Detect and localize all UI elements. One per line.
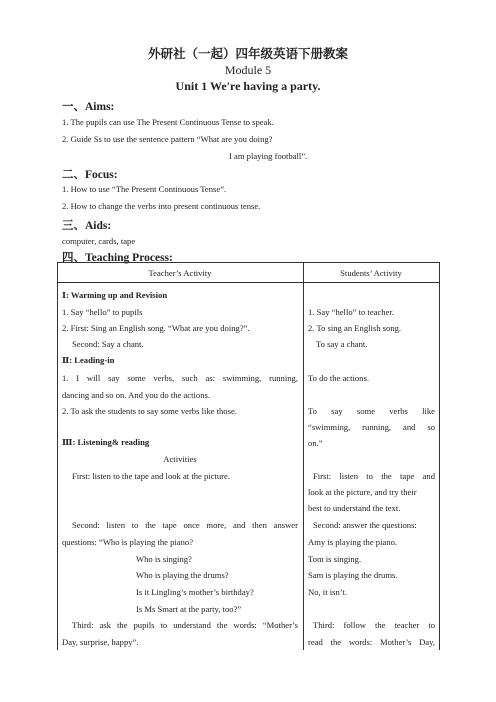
student-line: To say some verbs like	[308, 406, 435, 416]
student-line: Amy is playing the piano.	[308, 537, 398, 547]
question-line: Is it Lingling’s mother’s birthday?	[136, 587, 254, 597]
student-line: 1. Say “hello” to teacher.	[308, 307, 394, 317]
section-title: Ⅲ: Listening& reading	[62, 437, 150, 447]
section-title: Ⅱ: Leading-in	[62, 355, 115, 365]
teacher-line: Third: ask the pupils to understand the words: “Mother’s	[72, 620, 298, 630]
student-line: best to understand the text.	[308, 503, 401, 513]
module-heading: Module 5	[224, 63, 272, 77]
table-border	[439, 262, 440, 650]
table-border	[57, 262, 58, 650]
title-block	[0, 46, 496, 94]
student-line: First: listen to the tape and	[313, 471, 435, 481]
teacher-line: 1. Say “hello” to pupils	[62, 307, 143, 317]
student-line: No, it isn’t.	[308, 587, 347, 597]
table-header-teacher: Teacher’s Activity	[148, 268, 212, 278]
aims-line: I am playing football”.	[229, 151, 308, 161]
teacher-line: 2. First: Sing an English song. “What are you doing?”.	[62, 323, 250, 333]
teacher-line: First: listen to the tape and look at the picture.	[72, 471, 230, 481]
student-line: Tom is singing.	[308, 554, 362, 564]
table-border	[57, 282, 440, 283]
focus-heading: 二、Focus:	[62, 169, 118, 181]
teacher-line: 2. To ask the students to say some verbs like those.	[62, 406, 237, 416]
question-line: Is Ms Smart at the party, too?”	[136, 604, 242, 614]
student-line: look at the picture, and try their	[308, 487, 417, 497]
process-heading: 四、Teaching Process:	[62, 252, 173, 264]
question-line: Who is singing?	[136, 554, 192, 564]
table-border	[303, 262, 304, 650]
question-line: Who is playing the drums?	[136, 570, 229, 580]
activities-label: Activities	[163, 454, 197, 464]
unit-heading: Unit 1 We're having a party.	[175, 79, 321, 93]
aids-line: computer, cards, tape	[62, 236, 136, 246]
focus-line: 2. How to change the verbs into present continuous tense.	[62, 201, 261, 211]
student-line: on.”	[308, 438, 323, 448]
teacher-line: 1. I will say some verbs, such as: swimming, running,	[62, 373, 298, 383]
teacher-line: questions: “Who is playing the piano?	[62, 537, 194, 547]
student-line: To say a chant.	[316, 339, 368, 349]
focus-line: 1. How to use “The Present Continuous Tense”.	[62, 184, 227, 194]
aims-line: 2. Guide Ss to use the sentence pattern “What are you doing?	[62, 134, 273, 144]
student-line: Third: follow the teacher to	[313, 620, 435, 630]
student-line: read the words: Mother’s Day,	[308, 637, 435, 647]
student-line: “swimming, running, and so	[308, 422, 435, 432]
table-header-students: Students’ Activity	[340, 268, 402, 278]
table-border	[57, 262, 440, 263]
teacher-line: Second: Say a chant.	[72, 339, 144, 349]
aims-line: 1. The pupils can use The Present Continuous Tense to speak.	[62, 117, 274, 127]
student-line: 2. To sing an English song.	[308, 323, 402, 333]
teacher-line: Day, surprise, happy”.	[62, 637, 139, 647]
section-title: Ⅰ: Warming up and Revision	[62, 290, 168, 300]
teacher-line: dancing and so on. And you do the actions.	[62, 390, 210, 400]
teacher-line: Second: listen to the tape once more, and then answer	[72, 520, 298, 530]
student-line: Second: answer the questions:	[313, 520, 417, 530]
aims-heading: 一、Aims:	[62, 101, 115, 113]
aids-heading: 三、Aids:	[62, 220, 112, 232]
student-line: Sam is playing the drums.	[308, 570, 398, 580]
student-line: To do the actions.	[308, 373, 369, 383]
document-title: 外研社（一起）四年级英语下册教案	[147, 47, 348, 61]
